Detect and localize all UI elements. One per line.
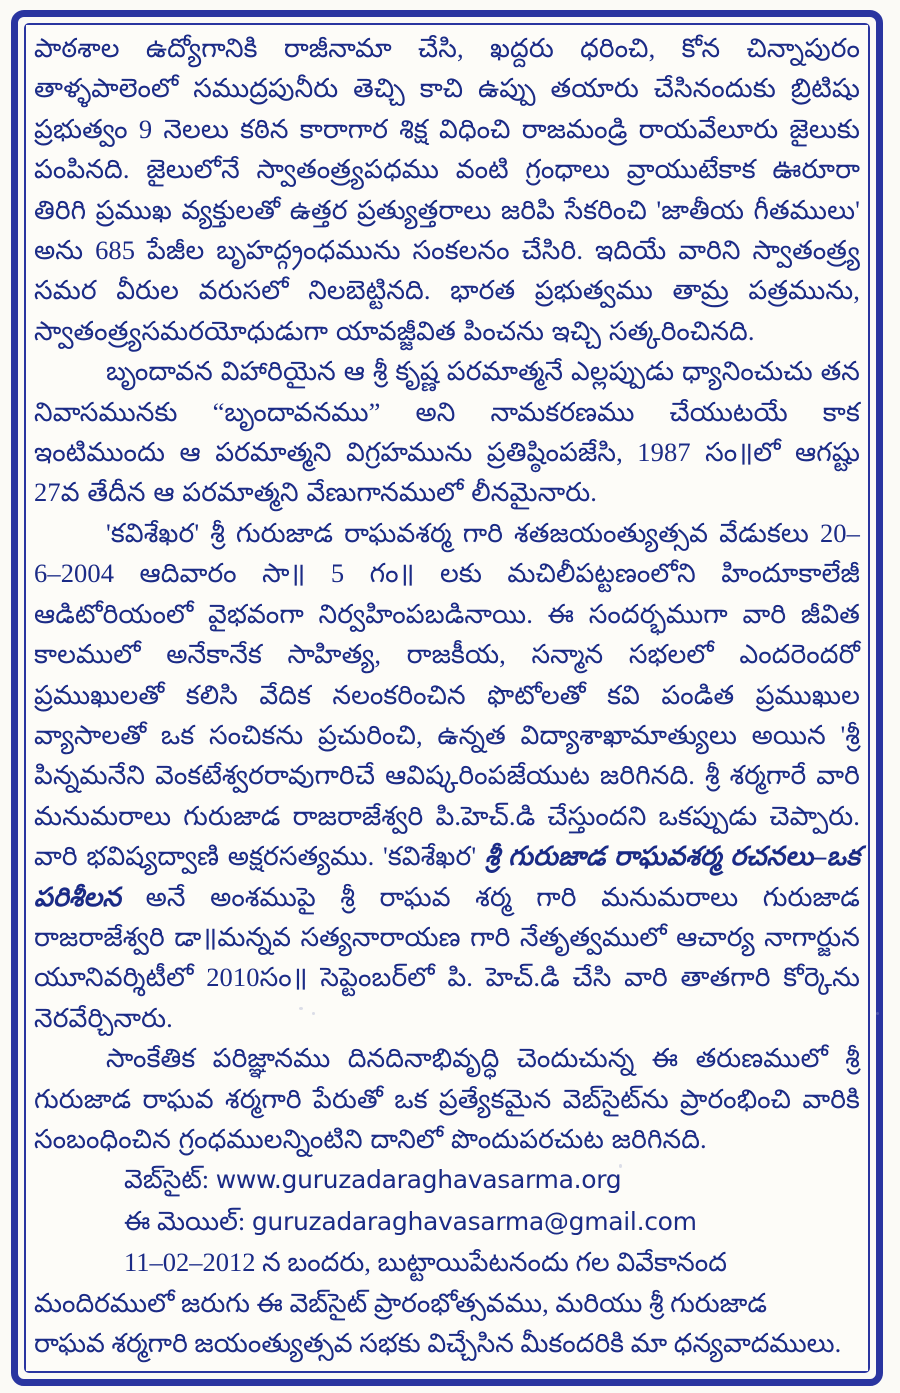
website-line <box>34 1159 860 1200</box>
website-url[interactable]: www.guruzadaraghavasarma.org <box>215 1165 622 1195</box>
paragraph-2: బృందావన విహారియైన ఆ శ్రీ కృష్ణ పరమాత్మనే ఎల్లప్పుడు ధ్యానించుచు తన నివాసమునకు “బృందావనము” అని నామకరణము చేయుటయే కాక ఇంటిముందు ఆ పరమాత్మని విగ్రహమును ప్రతిష్ఠింపజేసి, 1987 సం॥లో ఆగష్టు 27వ తేదీన ఆ పరమాత్మని వేణుగానములో లీనమైనారు. <box>34 356 860 508</box>
paragraph-3 <box>34 513 860 1038</box>
email-label: ఈ మెయిల్: <box>124 1205 246 1236</box>
website-label: వెబ్‌సైట్: <box>124 1164 210 1195</box>
work-title-emphasis: శ్రీ గురుజాడ రాఘవశర్మ రచనలు–ఒక పరిశీలన <box>34 841 861 912</box>
scan-speckle <box>876 1012 879 1015</box>
closing-line-1: 11–02–2012 న బందరు, బుట్టాయిపేటనందు గల వివేకానంద <box>124 1247 727 1278</box>
document-text-body <box>30 28 866 1368</box>
paragraph-4: సాంకేతిక పరిజ్ఞానము దినదినాభివృద్ధి చెందుచున్న ఈ తరుణములో శ్రీ గురుజాడ రాఘవ శర్మగారి పేరుతో ఒక ప్రత్యేకమైన వెబ్‌సైట్‌ను ప్రారంభించి వారికి సంబంధించిన గ్రంధములన్నింటిని దానిలో పొందుపరచుట జరిగినది. <box>34 1043 860 1154</box>
email-line <box>34 1201 860 1242</box>
paragraph-1: పాఠశాల ఉద్యోగానికి రాజీనామా చేసి, ఖద్దరు ధరించి, కోన చిన్నాపురం తాళ్ళపాలెంలో సముద్రపునీరు తెచ్చి కాచి ఉప్పు తయారు చేసినందుకు బ్రిటిషు ప్రభుత్వం 9 నెలలు కఠిన కారాగార శిక్ష విధించి రాజమండ్రి రాయవేలూరు జైలుకు పంపినది. జైలులోనే స్వాతంత్ర్యపధము వంటి గ్రంధాలు వ్రాయుటేకాక ఊరూరా తిరిగి ప్రముఖ వ్యక్తులతో ఉత్తర ప్రత్యుత్తరాలు జరిపి సేకరించి 'జాతీయ గీతములు' అను 685 పేజీల బృహద్గ్రంధమును సంకలనం చేసిరి. ఇదియే వారిని స్వాతంత్ర్య సమర వీరుల వరుసలో నిలబెట్టినది. భారత ప్రభుత్వము తామ్ర పత్రమును, స్వాతంత్ర్యసమరయోధుడుగా యావజ్జీవిత పించను ఇచ్చి సత్కరించినది. <box>34 33 860 346</box>
closing-line-2: మందిరములో జరుగు ఈ వెబ్‌సైట్ ప్రారంభోత్సవము, మరియు శ్రీ గురుజాడ <box>34 1287 767 1318</box>
paragraph-3-run-tail: అనే అంశముపై శ్రీ రాఘవ శర్మ గారి మనుమరాలు గురుజాడ రాజరాజేశ్వరి డా॥మన్నవ సత్యనారాయణ గారి నేతృత్వములో ఆచార్య నాగార్జున యూనివర్శిటీలో 2010సం॥ సెప్టెంబర్‌లో పి. హెచ్.డి చేసి వారి తాతగారి కోర్కెను నెరవేర్చినారు. <box>34 881 860 1033</box>
email-address[interactable]: guruzadaraghavasarma@gmail.com <box>251 1206 697 1236</box>
paragraph-3-run-lead: 'కవిశేఖర' శ్రీ గురుజాడ రాఘవశర్మ గారి శతజయంత్యుత్సవ వేడుకలు 20–6–2004 ఆదివారం సా॥ 5 గం॥ లకు మచిలీపట్టణంలోని హిందూకాలేజీ ఆడిటోరియంలో వైభవంగా నిర్వహింపబడినాయి. ఈ సందర్భముగా వారి జీవిత కాలములో అనేకానేక సాహిత్య, రాజకీయ, సన్మాన సభలలో ఎందరెందరో ప్రముఖులతో కలిసి వేదిక నలంకరించిన ఫొటోలతో కవి పండిత ప్రముఖుల వ్యాసాలతో ఒక సంచికను ప్రచురించి, ఉన్నత విద్యాశాఖామాత్యులు అయిన 'శ్రీ పిన్నమనేని వెంకటేశ్వరరావుగారిచే ఆవిష్కరింపజేయుట జరిగినది. శ్రీ శర్మగారే వారి మనుమరాలు గురుజాడ రాజరాజేశ్వరి పి.హెచ్.డి చేస్తుందని ఒకప్పుడు చెప్పారు. వారి భవిష్యద్వాణి అక్షరసత్యము. 'కవిశేఖర' <box>34 517 860 872</box>
closing-line-3: రాఘవ శర్మగారి జయంత్యుత్సవ సభకు విచ్చేసిన మీకందరికి మా ధన్యవాదములు. <box>34 1328 842 1358</box>
